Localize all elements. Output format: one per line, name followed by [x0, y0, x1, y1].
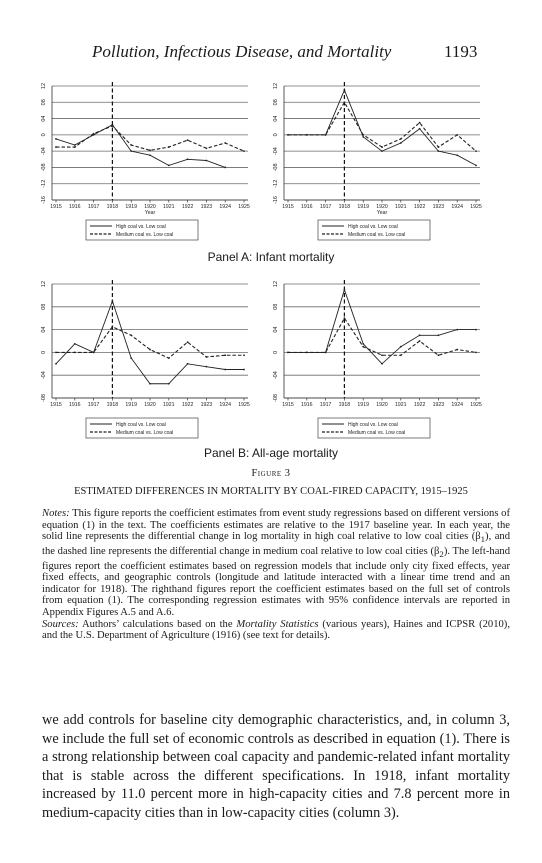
data-point [306, 352, 308, 354]
y-tick-label: -08 [41, 163, 47, 172]
y-tick-label: -08 [273, 163, 279, 172]
data-point [74, 343, 76, 345]
panel-a-title: Panel A: Infant mortality [207, 250, 335, 264]
x-tick-label: 1922 [181, 402, 194, 408]
running-header [0, 42, 542, 64]
data-point [149, 154, 151, 156]
data-point [224, 167, 226, 169]
data-point [149, 383, 151, 385]
x-tick-label: 1915 [50, 402, 62, 408]
series-line-medium-coal [56, 126, 244, 151]
x-tick-label: 1919 [125, 204, 137, 210]
y-tick-label: -12 [41, 179, 47, 188]
x-tick-label: 1917 [87, 402, 100, 408]
y-tick-label: 12 [41, 280, 47, 288]
x-tick-label: 1916 [301, 402, 313, 408]
sources-text-2: (various years), Haines and ICPSR (2010), and the U.S. Department of Agriculture (1916) (see text for details). [42, 618, 510, 642]
x-tick-label: 1920 [376, 204, 388, 210]
legend-label: High coal vs. Low coal [116, 421, 166, 428]
x-tick-label: 1921 [395, 402, 407, 408]
y-tick-label: 04 [41, 115, 47, 122]
x-tick-label: 1916 [69, 204, 81, 210]
x-tick-label: 1925 [470, 402, 482, 408]
data-point [149, 149, 151, 151]
x-tick-label: 1918 [106, 204, 119, 210]
data-point [438, 334, 440, 336]
x-tick-label: 1919 [357, 402, 369, 408]
chart-svg [28, 278, 258, 446]
data-point [419, 334, 421, 336]
data-point [243, 150, 245, 152]
y-tick-label: 04 [273, 326, 279, 333]
legend-label: Medium coal vs. Low coal [116, 231, 174, 238]
data-point [168, 146, 170, 148]
data-point [362, 346, 364, 348]
sources-text-1: Authors’ calculations based on the [78, 618, 237, 630]
data-point [130, 334, 132, 336]
data-point [149, 349, 151, 351]
data-point [112, 300, 114, 302]
data-point [362, 343, 364, 345]
data-point [381, 150, 383, 152]
series-line-medium-coal [288, 102, 476, 151]
y-tick-label: 04 [273, 115, 279, 122]
x-tick-label: 1920 [144, 402, 156, 408]
series-line-medium-coal [56, 327, 244, 358]
sources-paragraph [42, 619, 510, 642]
data-point [325, 352, 327, 354]
x-tick-label: 1925 [238, 402, 250, 408]
x-tick-label: 1924 [451, 204, 463, 210]
data-point [74, 144, 76, 146]
data-point [74, 352, 76, 354]
sources-label: Sources: [42, 618, 79, 630]
data-point [344, 289, 346, 291]
y-tick-label: 08 [41, 99, 47, 106]
body-text [42, 711, 510, 823]
y-tick-label: 08 [273, 303, 279, 310]
beta2-subscript: 2 [439, 549, 444, 559]
x-tick-label: 1915 [282, 204, 294, 210]
x-tick-label: 1921 [163, 204, 175, 210]
chart-panel-a-left [28, 80, 258, 248]
legend-label: Medium coal vs. Low coal [348, 429, 406, 436]
x-axis-label: Year [144, 210, 156, 216]
data-point [187, 341, 189, 343]
x-tick-label: 1924 [451, 402, 463, 408]
data-point [456, 349, 458, 351]
data-point [475, 352, 477, 354]
data-point [344, 317, 346, 319]
data-point [475, 164, 477, 166]
y-tick-label: 08 [273, 99, 279, 106]
data-point [438, 354, 440, 356]
data-point [419, 340, 421, 342]
x-tick-label: 1923 [200, 204, 213, 210]
data-point [438, 146, 440, 148]
series-line-high-coal [56, 125, 225, 168]
y-tick-label: 08 [41, 303, 47, 310]
data-point [306, 134, 308, 136]
y-tick-label: 12 [41, 82, 47, 90]
data-point [130, 150, 132, 152]
data-point [400, 138, 402, 140]
data-point [243, 369, 245, 371]
data-point [187, 139, 189, 141]
chart-svg [28, 80, 258, 248]
x-tick-label: 1925 [238, 204, 250, 210]
sources-italic: Mortality Statistics [236, 618, 319, 630]
y-tick-label: 0 [273, 350, 279, 354]
series-line-high-coal [288, 90, 476, 165]
data-point [381, 363, 383, 365]
data-point [187, 363, 189, 365]
y-tick-label: 0 [273, 133, 279, 137]
series-line-high-coal [56, 301, 244, 384]
y-tick-label: 0 [41, 133, 47, 137]
x-tick-label: 1921 [395, 204, 407, 210]
data-point [168, 357, 170, 359]
x-tick-label: 1920 [376, 402, 388, 408]
data-point [112, 326, 114, 328]
y-tick-label: 04 [41, 326, 47, 333]
x-tick-label: 1918 [338, 204, 351, 210]
x-tick-label: 1915 [50, 204, 62, 210]
notes-text-1: This figure reports the coefficient estimates from event study regressions based on different versions of equation (1) in the text. The coefficients estimates are relative to the 1917 baseline year. In each year, the solid line represents the differential change in log mortality in high coal relative to low coal cities (β [42, 508, 510, 543]
notes-text-2: ), and the dashed line represents the differential change in medium coal relative to low coal cities (β [42, 531, 511, 557]
y-tick-label: 0 [41, 350, 47, 354]
figure-notes [42, 508, 510, 642]
y-tick-label: -04 [273, 371, 279, 380]
data-point [400, 142, 402, 144]
data-point [130, 357, 132, 359]
data-point [224, 354, 226, 356]
data-point [362, 136, 364, 138]
x-tick-label: 1917 [319, 402, 332, 408]
data-point [55, 352, 57, 354]
legend-label: Medium coal vs. Low coal [116, 429, 174, 436]
chart-panel-b-left [28, 278, 258, 446]
data-point [381, 146, 383, 148]
beta1-subscript: 1 [480, 534, 486, 545]
data-point [224, 369, 226, 371]
y-tick-label: -08 [273, 394, 279, 402]
figure-label: Figure 3 [251, 468, 291, 479]
data-point [475, 150, 477, 152]
legend-label: High coal vs. Low coal [116, 223, 166, 230]
data-point [168, 164, 170, 166]
x-tick-label: 1924 [219, 402, 231, 408]
x-tick-label: 1916 [69, 402, 81, 408]
data-point [206, 160, 208, 162]
legend-label: Medium coal vs. Low coal [348, 231, 406, 238]
x-tick-label: 1919 [357, 204, 369, 210]
data-point [344, 101, 346, 103]
notes-paragraph [42, 508, 510, 619]
data-point [381, 354, 383, 356]
data-point [224, 142, 226, 144]
data-point [419, 122, 421, 124]
data-point [112, 125, 114, 127]
y-tick-label: -08 [41, 394, 47, 402]
data-point [55, 146, 57, 148]
y-tick-label: -04 [273, 147, 279, 156]
data-point [168, 383, 170, 385]
x-tick-label: 1922 [413, 402, 426, 408]
x-tick-label: 1918 [106, 402, 119, 408]
data-point [93, 133, 95, 135]
data-point [475, 329, 477, 331]
data-point [456, 134, 458, 136]
y-tick-label: -04 [41, 371, 47, 380]
page-number: 1193 [444, 42, 478, 61]
x-tick-label: 1922 [413, 204, 426, 210]
x-tick-label: 1917 [87, 204, 100, 210]
chart-svg [260, 80, 490, 248]
data-point [74, 146, 76, 148]
x-tick-label: 1925 [470, 204, 482, 210]
data-point [325, 134, 327, 136]
data-point [206, 147, 208, 149]
x-tick-label: 1921 [163, 402, 175, 408]
data-point [55, 138, 57, 140]
data-point [243, 354, 245, 356]
body-paragraph: we add controls for baseline city demographic characteristics, and, in column 3, we include the full set of economic controls as described in equation (1). There is a strong relationship between coal capacity and pandemic-related infant mortality that is stable across the different specifications. In 1918, infant mortality increased by 11.0 percent more in high-capacity cities and 7.8 percent more in medium-capacity cities than in low-capacity cities (column 3). [42, 712, 510, 821]
data-point [362, 134, 364, 136]
chart-svg [260, 278, 490, 446]
legend-label: High coal vs. Low coal [348, 421, 398, 428]
x-tick-label: 1919 [125, 402, 137, 408]
y-tick-label: 12 [273, 82, 279, 90]
data-point [419, 128, 421, 130]
y-tick-label: -16 [41, 196, 47, 204]
x-axis-label: Year [376, 210, 388, 216]
figure-title: ESTIMATED DIFFERENCES IN MORTALITY BY COAL-FIRED CAPACITY, 1915–1925 [74, 486, 468, 497]
x-tick-label: 1922 [181, 204, 194, 210]
x-tick-label: 1918 [338, 402, 351, 408]
data-point [206, 366, 208, 368]
y-tick-label: -16 [273, 196, 279, 204]
data-point [130, 144, 132, 146]
data-point [400, 346, 402, 348]
data-point [93, 352, 95, 354]
data-point [187, 158, 189, 160]
data-point [55, 363, 57, 365]
data-point [287, 352, 289, 354]
running-title: Pollution, Infectious Disease, and Mortality [92, 42, 392, 61]
chart-panel-b-right [260, 278, 490, 446]
x-tick-label: 1923 [200, 402, 213, 408]
x-tick-label: 1916 [301, 204, 313, 210]
x-tick-label: 1917 [319, 204, 332, 210]
data-point [456, 154, 458, 156]
y-tick-label: -04 [41, 147, 47, 156]
x-tick-label: 1920 [144, 204, 156, 210]
data-point [456, 329, 458, 331]
x-tick-label: 1923 [432, 402, 445, 408]
data-point [206, 356, 208, 358]
data-point [400, 354, 402, 356]
x-tick-label: 1923 [432, 204, 445, 210]
panel-b-title: Panel B: All-age mortality [203, 446, 339, 460]
data-point [438, 150, 440, 152]
x-tick-label: 1924 [219, 204, 231, 210]
notes-label: Notes: [42, 508, 70, 519]
series-line-medium-coal [288, 318, 476, 355]
chart-panel-a-right [260, 80, 490, 248]
notes-text-3: ). The left-hand figures report the coefficient estimates based on regression models that include only city fixed effects, year fixed effects, and geographic controls (longitude and latitude interacted with a linear time trend and an indicator for 1918). The righthand figures report the coefficient estimates based on the full set of controls from equation (1). The corresponding regression estimates with 95% confidence intervals are reported in Appendix Figures A.5 and A.6. [42, 545, 510, 618]
y-tick-label: -12 [273, 179, 279, 188]
data-point [287, 134, 289, 136]
y-tick-label: 12 [273, 280, 279, 288]
data-point [344, 89, 346, 91]
legend-label: High coal vs. Low coal [348, 223, 398, 230]
x-tick-label: 1915 [282, 402, 294, 408]
